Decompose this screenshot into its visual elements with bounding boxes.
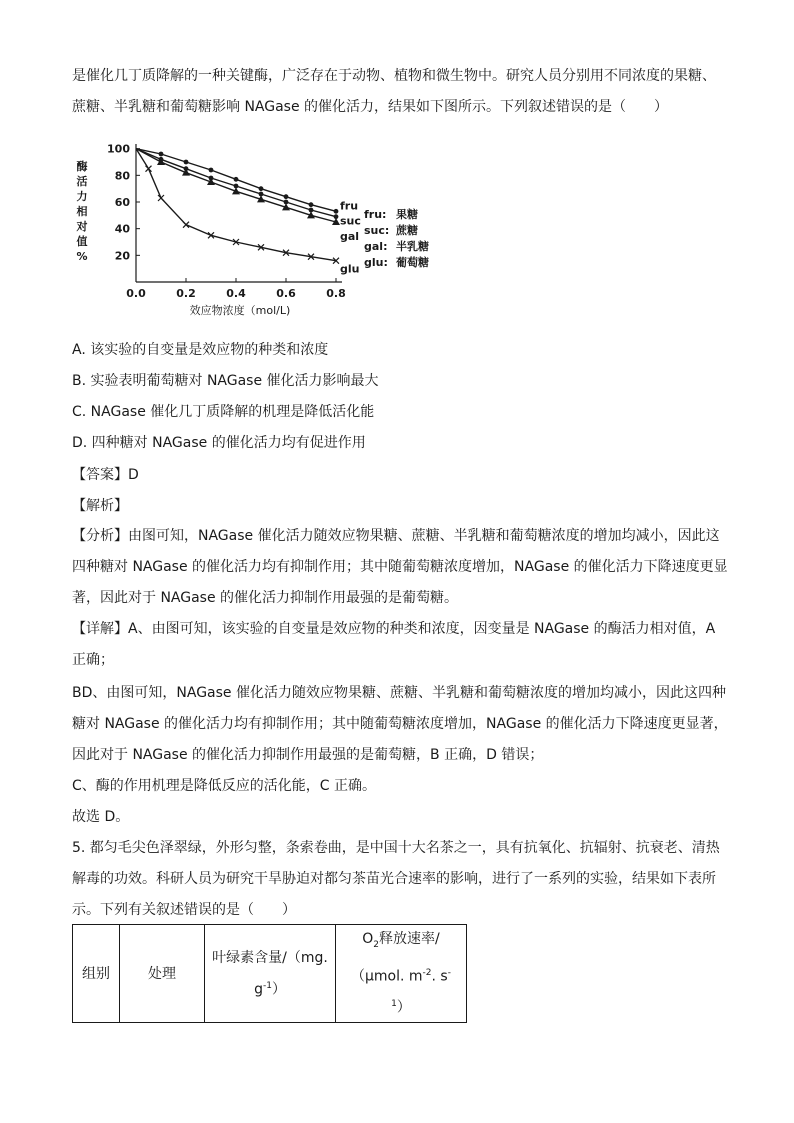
- header-group: 组别: [73, 925, 120, 1023]
- option-b: B. 实验表明葡萄糖对 NAGase 催化活力影响最大: [72, 373, 379, 389]
- chart-legend: [364, 207, 429, 269]
- point-fru: [159, 152, 164, 157]
- y-axis-label-char: 活: [76, 175, 88, 188]
- header-chlorophyll-line1: 叶绿素含量/（mg.: [212, 949, 328, 966]
- series-end-label-gal: gal: [340, 230, 360, 243]
- y-tick-label: 40: [114, 222, 130, 236]
- option-c: C. NAGase 催化几丁质降解的机理是降低活化能: [72, 404, 375, 420]
- legend-label: 果糖: [396, 208, 418, 221]
- analysis-line-2: 四种糖对 NAGase 的催化活力均有抑制作用；其中随葡萄糖浓度增加，NAGase 的催化活力下降速度更显: [72, 559, 728, 575]
- y-axis-label-char: %: [76, 250, 88, 263]
- series-end-label-fru: fru: [340, 199, 359, 213]
- legend-key: fru:: [364, 208, 387, 221]
- series-end-label-suc: suc: [340, 214, 361, 228]
- y-axis-label-char: 酶: [76, 160, 88, 173]
- y-axis-label-char: 力: [76, 190, 88, 203]
- o2-rate-text: 释放速率/: [379, 931, 440, 947]
- x-tick-label: 0.6: [276, 287, 296, 300]
- header-o2-line2: [342, 959, 460, 1022]
- o2-unit-pre: （μmol. m: [351, 968, 423, 985]
- detail-line-1: 【详解】A、由图可知，该实验的自变量是效应物的种类和浓度，因变量是 NAGase 的酶活力相对值，A: [72, 621, 716, 637]
- y-tick-label: 60: [114, 196, 130, 209]
- y-tick-label: 100: [107, 142, 130, 156]
- detail-line-7: 故选 D。: [72, 809, 130, 825]
- q5-line-2: 解毒的功效。科研人员为研究干旱胁迫对都匀茶苗光合速率的影响，进行了一系列的实验，结果如下表所: [72, 871, 716, 887]
- detail-line-6: C、酶的作用机理是降低反应的活化能，C 正确。: [72, 778, 376, 794]
- point-fru: [209, 168, 214, 173]
- series-end-labels: [340, 199, 361, 275]
- point-glu: [146, 166, 152, 172]
- q5-line-1: 5. 都匀毛尖色泽翠绿，外形匀整，条索卷曲，是中国十大名茶之一，具有抗氧化、抗辐射、抗衰老、清热: [72, 840, 720, 856]
- header-o2-line1: [342, 925, 460, 959]
- analysis-tag: 【解析】: [72, 498, 128, 514]
- intro-line-2: 蔗糖、半乳糖和葡萄糖影响 NAGase 的催化活力，结果如下图所示。下列叙述错误的是（ ）: [72, 99, 669, 115]
- legend-label: 蔗糖: [396, 224, 418, 237]
- legend-key: suc:: [364, 224, 390, 237]
- x-ticks: [126, 278, 346, 300]
- y-axis-label: [76, 159, 88, 263]
- o2-o: O: [362, 931, 374, 947]
- header-o2-rate: [336, 925, 467, 1023]
- answer-line: [72, 464, 139, 484]
- point-glu: [158, 195, 164, 201]
- series-end-label-glu: glu: [340, 262, 360, 276]
- point-gal: [157, 158, 165, 165]
- detail-line-5: 因此对于 NAGase 的催化活力抑制作用最强的是葡萄糖，B 正确，D 错误；: [72, 747, 544, 763]
- x-axis-label: 效应物浓度（mol/L): [189, 304, 291, 317]
- intro-line-1: 是催化几丁质降解的一种关键酶，广泛存在于动物、植物和微生物中。研究人员分别用不同浓度的果糖、: [72, 68, 716, 84]
- point-fru: [259, 186, 264, 191]
- point-glu: [183, 222, 189, 228]
- answer-value: D: [128, 467, 139, 483]
- point-fru: [184, 160, 189, 165]
- q5-line-3: 示。下列有关叙述错误的是（ ）: [72, 902, 296, 918]
- detail-line-3: BD、由图可知，NAGase 催化活力随效应物果糖、蔗糖、半乳糖和葡萄糖浓度的增加均减小，因此这四种: [72, 685, 726, 701]
- analysis-line-3: 著，因此对于 NAGase 的催化活力抑制作用最强的是葡萄糖。: [72, 590, 459, 606]
- o2-unit-sup2: -1: [391, 967, 451, 1010]
- x-tick-label: 0.0: [126, 287, 146, 300]
- y-axis-label-char: 值: [76, 235, 88, 248]
- y-axis-label-char: 相: [76, 205, 88, 218]
- o2-unit-close: ）: [396, 1000, 411, 1017]
- option-a: A. 该实验的自变量是效应物的种类和浓度: [72, 342, 329, 358]
- header-chlorophyll-line2: [211, 972, 329, 1004]
- q5-data-table: [72, 924, 467, 1023]
- legend-key: glu:: [364, 256, 388, 269]
- y-ticks: [107, 143, 140, 263]
- table-header-row: [73, 925, 467, 1023]
- series-line-suc: [136, 149, 336, 217]
- point-fru: [309, 202, 314, 207]
- analysis-line-1: 【分析】由图可知，NAGase 催化活力随效应物果糖、蔗糖、半乳糖和葡萄糖浓度的增加均减小，因此这: [72, 528, 720, 544]
- o2-unit-mid: . s: [431, 968, 448, 985]
- x-tick-label: 0.8: [326, 287, 346, 300]
- chl-unit-sup: -1: [262, 980, 272, 991]
- answer-tag: 【答案】: [72, 467, 128, 483]
- y-axis-label-char: 对: [76, 220, 88, 233]
- option-d: D. 四种糖对 NAGase 的催化活力均有促进作用: [72, 435, 366, 451]
- legend-label: 半乳糖: [396, 240, 429, 253]
- x-tick-label: 0.4: [226, 287, 246, 300]
- y-tick-label: 20: [114, 249, 130, 263]
- point-fru: [234, 177, 239, 182]
- x-tick-label: 0.2: [176, 287, 196, 300]
- legend-label: 葡萄糖: [396, 256, 429, 269]
- point-fru: [284, 194, 289, 199]
- header-chlorophyll: [205, 925, 336, 1023]
- detail-line-4: 糖对 NAGase 的催化活力均有抑制作用；其中随葡萄糖浓度增加，NAGase 的催化活力下降速度更显著，: [72, 716, 728, 732]
- y-tick-label: 80: [114, 169, 130, 183]
- enzyme-activity-chart: [70, 136, 450, 326]
- series-line-glu: [136, 149, 336, 261]
- o2-sub: 2: [373, 939, 380, 950]
- point-fru: [334, 209, 339, 214]
- chl-unit-g: g: [254, 981, 263, 998]
- o2-unit-sup1: -2: [422, 967, 432, 978]
- header-treatment: 处理: [120, 925, 205, 1023]
- legend-key: gal:: [364, 240, 388, 253]
- detail-line-2: 正确；: [72, 652, 114, 668]
- chl-unit-close: ）: [271, 981, 286, 998]
- series-lines: [136, 149, 340, 264]
